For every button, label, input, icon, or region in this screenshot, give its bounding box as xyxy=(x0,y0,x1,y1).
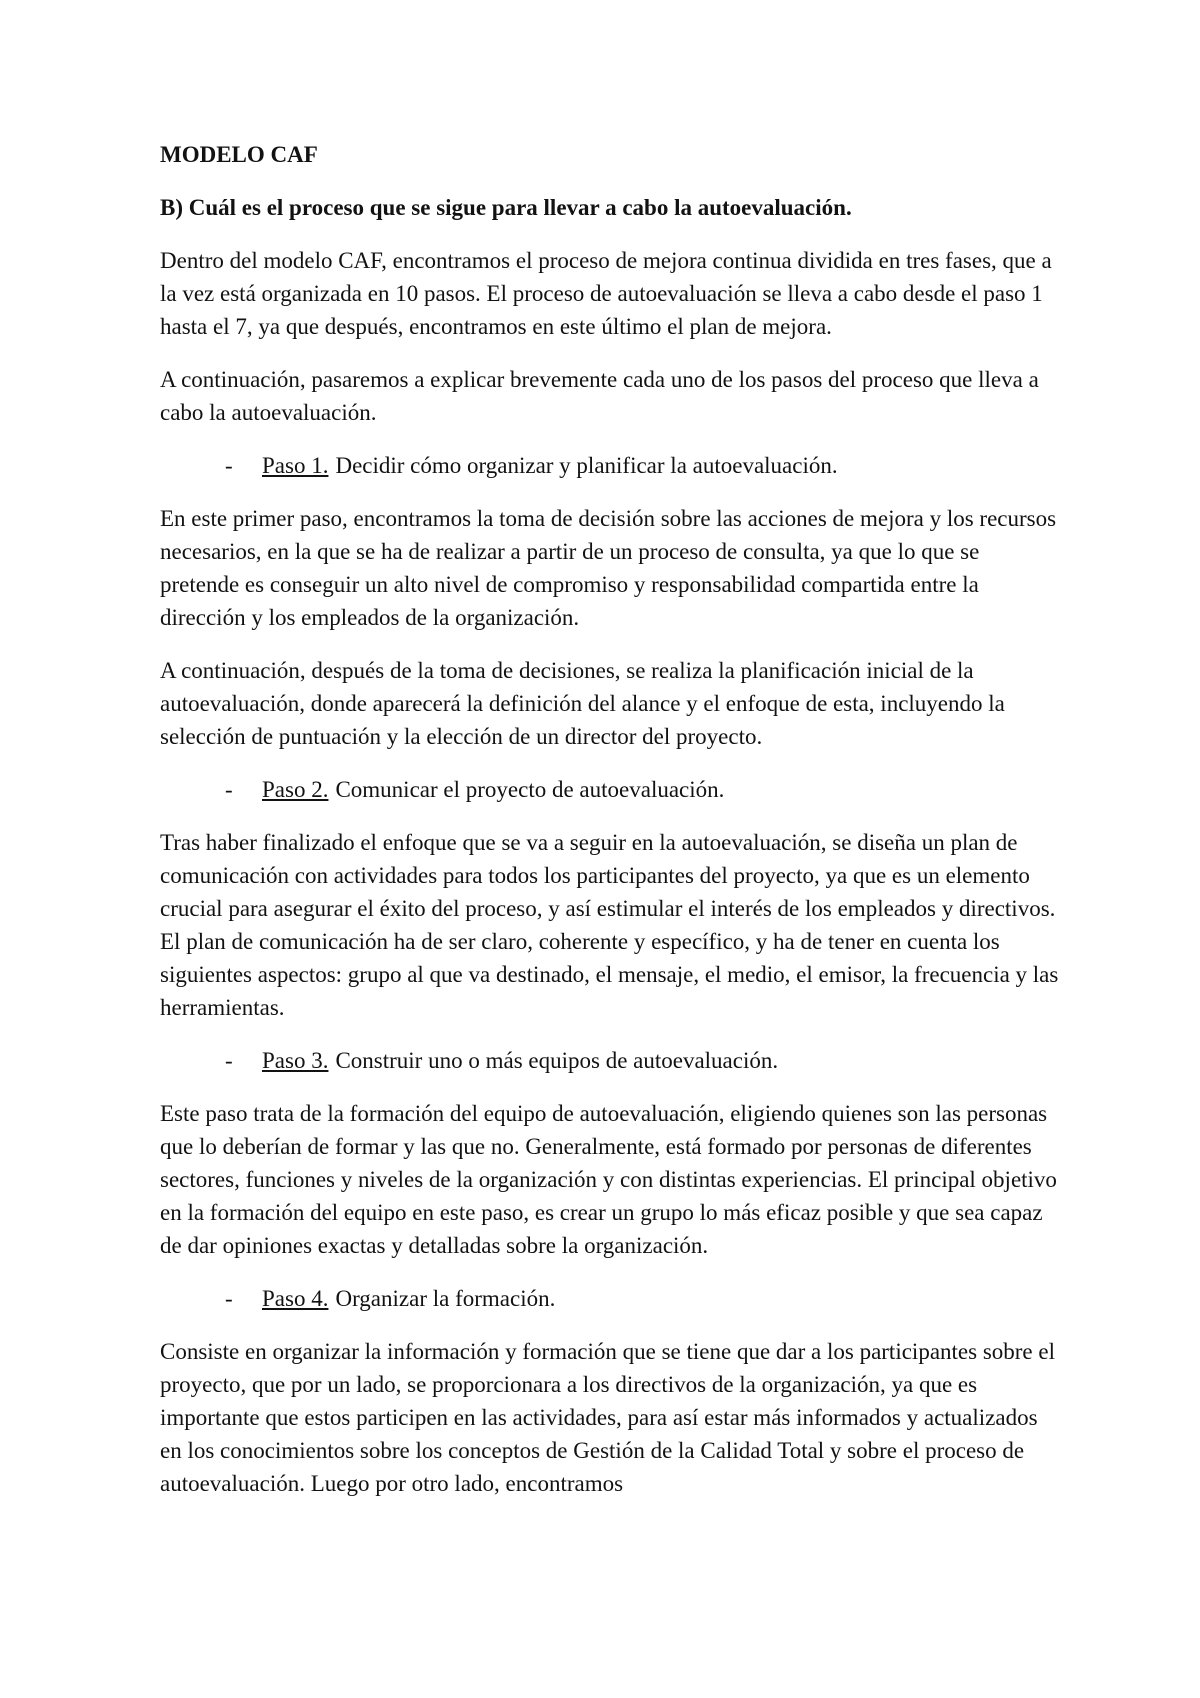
step-2-title: Comunicar el proyecto de autoevaluación. xyxy=(335,777,725,802)
document-title: MODELO CAF xyxy=(160,142,318,167)
bullet-dash: - xyxy=(225,453,233,478)
step-4-label: Paso 4. xyxy=(262,1286,329,1311)
step-2-bullet xyxy=(225,773,1060,806)
step-4-title: Organizar la formación. xyxy=(335,1286,556,1311)
section-heading: B) Cuál es el proceso que se sigue para llevar a cabo la autoevaluación. xyxy=(160,195,852,220)
step-1-title: Decidir cómo organizar y planificar la autoevaluación. xyxy=(335,453,838,478)
step-2-paragraph-1: Tras haber finalizado el enfoque que se va a seguir en la autoevaluación, se diseña un plan de comunicación con actividades para todos los participantes del proyecto, ya que es un elemento crucial para asegurar el éxito del proceso, y así estimular el interés de los empleados y directivos. El plan de comunicación ha de ser claro, coherente y específico, y ha de tener en cuenta los siguientes aspectos: grupo al que va destinado, el mensaje, el medio, el emisor, la frecuencia y las herramientas. xyxy=(160,830,1059,1020)
bullet-dash: - xyxy=(225,1048,233,1073)
step-2-label: Paso 2. xyxy=(262,777,329,802)
step-4-paragraph-1: Consiste en organizar la información y formación que se tiene que dar a los participantes sobre el proyecto, que por un lado, se proporcionara a los directivos de la organización, ya que es importante que estos participen en las actividades, para así estar más informados y actualizados en los conocimientos sobre los conceptos de Gestión de la Calidad Total y sobre el proceso de autoevaluación. Luego por otro lado, encontramos xyxy=(160,1339,1055,1496)
step-1-paragraph-1: En este primer paso, encontramos la toma de decisión sobre las acciones de mejora y los recursos necesarios, en la que se ha de realizar a partir de un proceso de consulta, ya que lo que se pretende es conseguir un alto nivel de compromiso y responsabilidad compartida entre la dirección y los empleados de la organización. xyxy=(160,506,1057,630)
step-4-text xyxy=(262,1282,555,1315)
step-3-title: Construir uno o más equipos de autoevaluación. xyxy=(335,1048,779,1073)
step-3-bullet xyxy=(225,1044,1060,1077)
step-1-text xyxy=(262,449,838,482)
intro-paragraph-1: Dentro del modelo CAF, encontramos el proceso de mejora continua dividida en tres fases, que a la vez está organizada en 10 pasos. El proceso de autoevaluación se lleva a cabo desde el paso 1 hasta el 7, ya que después, encontramos en este último el plan de mejora. xyxy=(160,248,1052,339)
step-3-label: Paso 3. xyxy=(262,1048,329,1073)
bullet-dash: - xyxy=(225,1286,233,1311)
step-2-text xyxy=(262,773,724,806)
step-1-bullet xyxy=(225,449,1060,482)
step-1-paragraph-2: A continuación, después de la toma de decisiones, se realiza la planificación inicial de la autoevaluación, donde aparecerá la definición del alance y el enfoque de esta, incluyendo la selección de puntuación y la elección de un director del proyecto. xyxy=(160,658,1005,749)
step-4-bullet xyxy=(225,1282,1060,1315)
step-3-paragraph-1: Este paso trata de la formación del equipo de autoevaluación, eligiendo quienes son las personas que lo deberían de formar y las que no. Generalmente, está formado por personas de diferentes sectores, funciones y niveles de la organización y con distintas experiencias. El principal objetivo en la formación del equipo en este paso, es crear un grupo lo más eficaz posible y que sea capaz de dar opiniones exactas y detalladas sobre la organización. xyxy=(160,1101,1057,1258)
intro-paragraph-2: A continuación, pasaremos a explicar brevemente cada uno de los pasos del proceso que lleva a cabo la autoevaluación. xyxy=(160,367,1039,425)
step-3-text xyxy=(262,1044,778,1077)
step-1-label: Paso 1. xyxy=(262,453,329,478)
bullet-dash: - xyxy=(225,777,233,802)
